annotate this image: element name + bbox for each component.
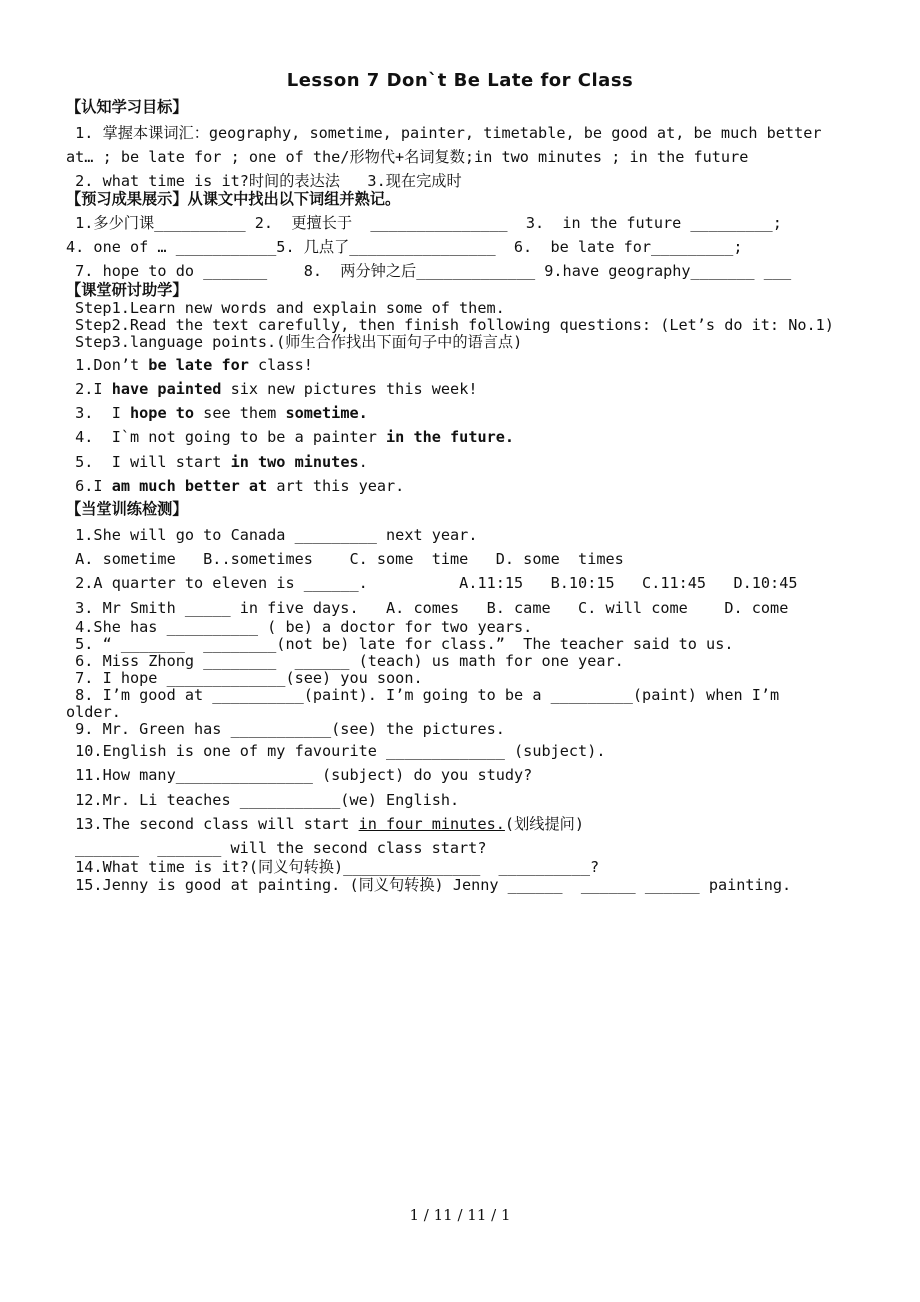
- exercise-9: 9. Mr. Green has ___________(see) the pictures.: [66, 720, 505, 738]
- preview-row-2: 4. one of … ___________5. 几点了________________ 6. be late for_________;: [66, 238, 743, 256]
- exercise-5: 5. “ _______ ________(not be) late for class.” The teacher said to us.: [66, 635, 734, 653]
- section-preview-heading: 【预习成果展示】从课文中找出以下词组并熟记。: [66, 190, 401, 208]
- exercise-14: 14.What time is it?(同义句转换)_______________ __________?: [66, 858, 600, 876]
- step-2: Step2.Read the text carefully, then finish following questions: (Let’s do it: No.1): [75, 316, 834, 334]
- lesson-title: Lesson 7 Don`t Be Late for Class: [286, 70, 634, 91]
- exercise-7: 7. I hope _____________(see) you soon.: [66, 669, 423, 687]
- section-goals-heading: 【认知学习目标】: [66, 98, 188, 116]
- point-2: 2.I have painted six new pictures this week!: [66, 380, 478, 398]
- exercise-1-options: A. sometime B..sometimes C. some time D. some times: [66, 550, 624, 568]
- point-1: 1.Don’t be late for class!: [66, 356, 313, 374]
- goal-line-1: 1. 掌握本课词汇：geography, sometime, painter, timetable, be good at, be much better: [66, 124, 822, 142]
- preview-row-1: 1.多少门课__________ 2. 更擅长于 _______________ 3. in the future _________;: [66, 214, 782, 232]
- exercise-13: 13.The second class will start in four minutes.(划线提问): [66, 815, 584, 833]
- exercise-12: 12.Mr. Li teaches ___________(we) English.: [66, 791, 460, 809]
- section-practice-heading: 【当堂训练检测】: [66, 500, 188, 518]
- step-1: Step1.Learn new words and explain some of them.: [75, 299, 505, 317]
- exercise-10: 10.English is one of my favourite _____________ (subject).: [66, 742, 606, 760]
- exercise-3: 3. Mr Smith _____ in five days. A. comes B. came C. will come D. come: [66, 599, 789, 617]
- exercise-2: 2.A quarter to eleven is ______. A.11:15 B.10:15 C.11:45 D.10:45: [66, 574, 798, 592]
- exercise-8: 8. I’m good at __________(paint). I’m going to be a _________(paint) when I’m: [66, 686, 780, 704]
- point-4: 4. I`m not going to be a painter in the future.: [66, 428, 515, 446]
- point-5: 5. I will start in two minutes.: [66, 453, 368, 471]
- step-3: Step3.language points.(师生合作找出下面句子中的语言点): [75, 333, 523, 351]
- exercise-11: 11.How many_______________ (subject) do you study?: [66, 766, 533, 784]
- exercise-8-continued: older.: [66, 703, 121, 721]
- section-study-heading: 【课堂研讨助学】: [66, 281, 188, 299]
- preview-row-3: 7. hope to do _______ 8. 两分钟之后_____________ 9.have geography_______ ___: [66, 262, 792, 280]
- page-footer: 1 / 11 / 11 / 1: [409, 1206, 511, 1224]
- exercise-4: 4.She has __________ ( be) a doctor for two years.: [66, 618, 533, 636]
- exercise-1: 1.She will go to Canada _________ next year.: [66, 526, 478, 544]
- exercise-15: 15.Jenny is good at painting. (同义句转换) Jenny ______ ______ ______ painting.: [66, 876, 792, 894]
- goal-line-2: at… ; be late for ; one of the/形物代+名词复数;in two minutes ; in the future: [66, 148, 749, 166]
- point-3: 3. I hope to see them sometime.: [66, 404, 368, 422]
- exercise-13-answer: _______ _______ will the second class start?: [75, 839, 487, 857]
- goal-line-3: 2. what time is it?时间的表达法 3.现在完成时: [66, 172, 462, 190]
- exercise-6: 6. Miss Zhong ________ ______ (teach) us math for one year.: [66, 652, 624, 670]
- point-6: 6.I am much better at art this year.: [66, 477, 405, 495]
